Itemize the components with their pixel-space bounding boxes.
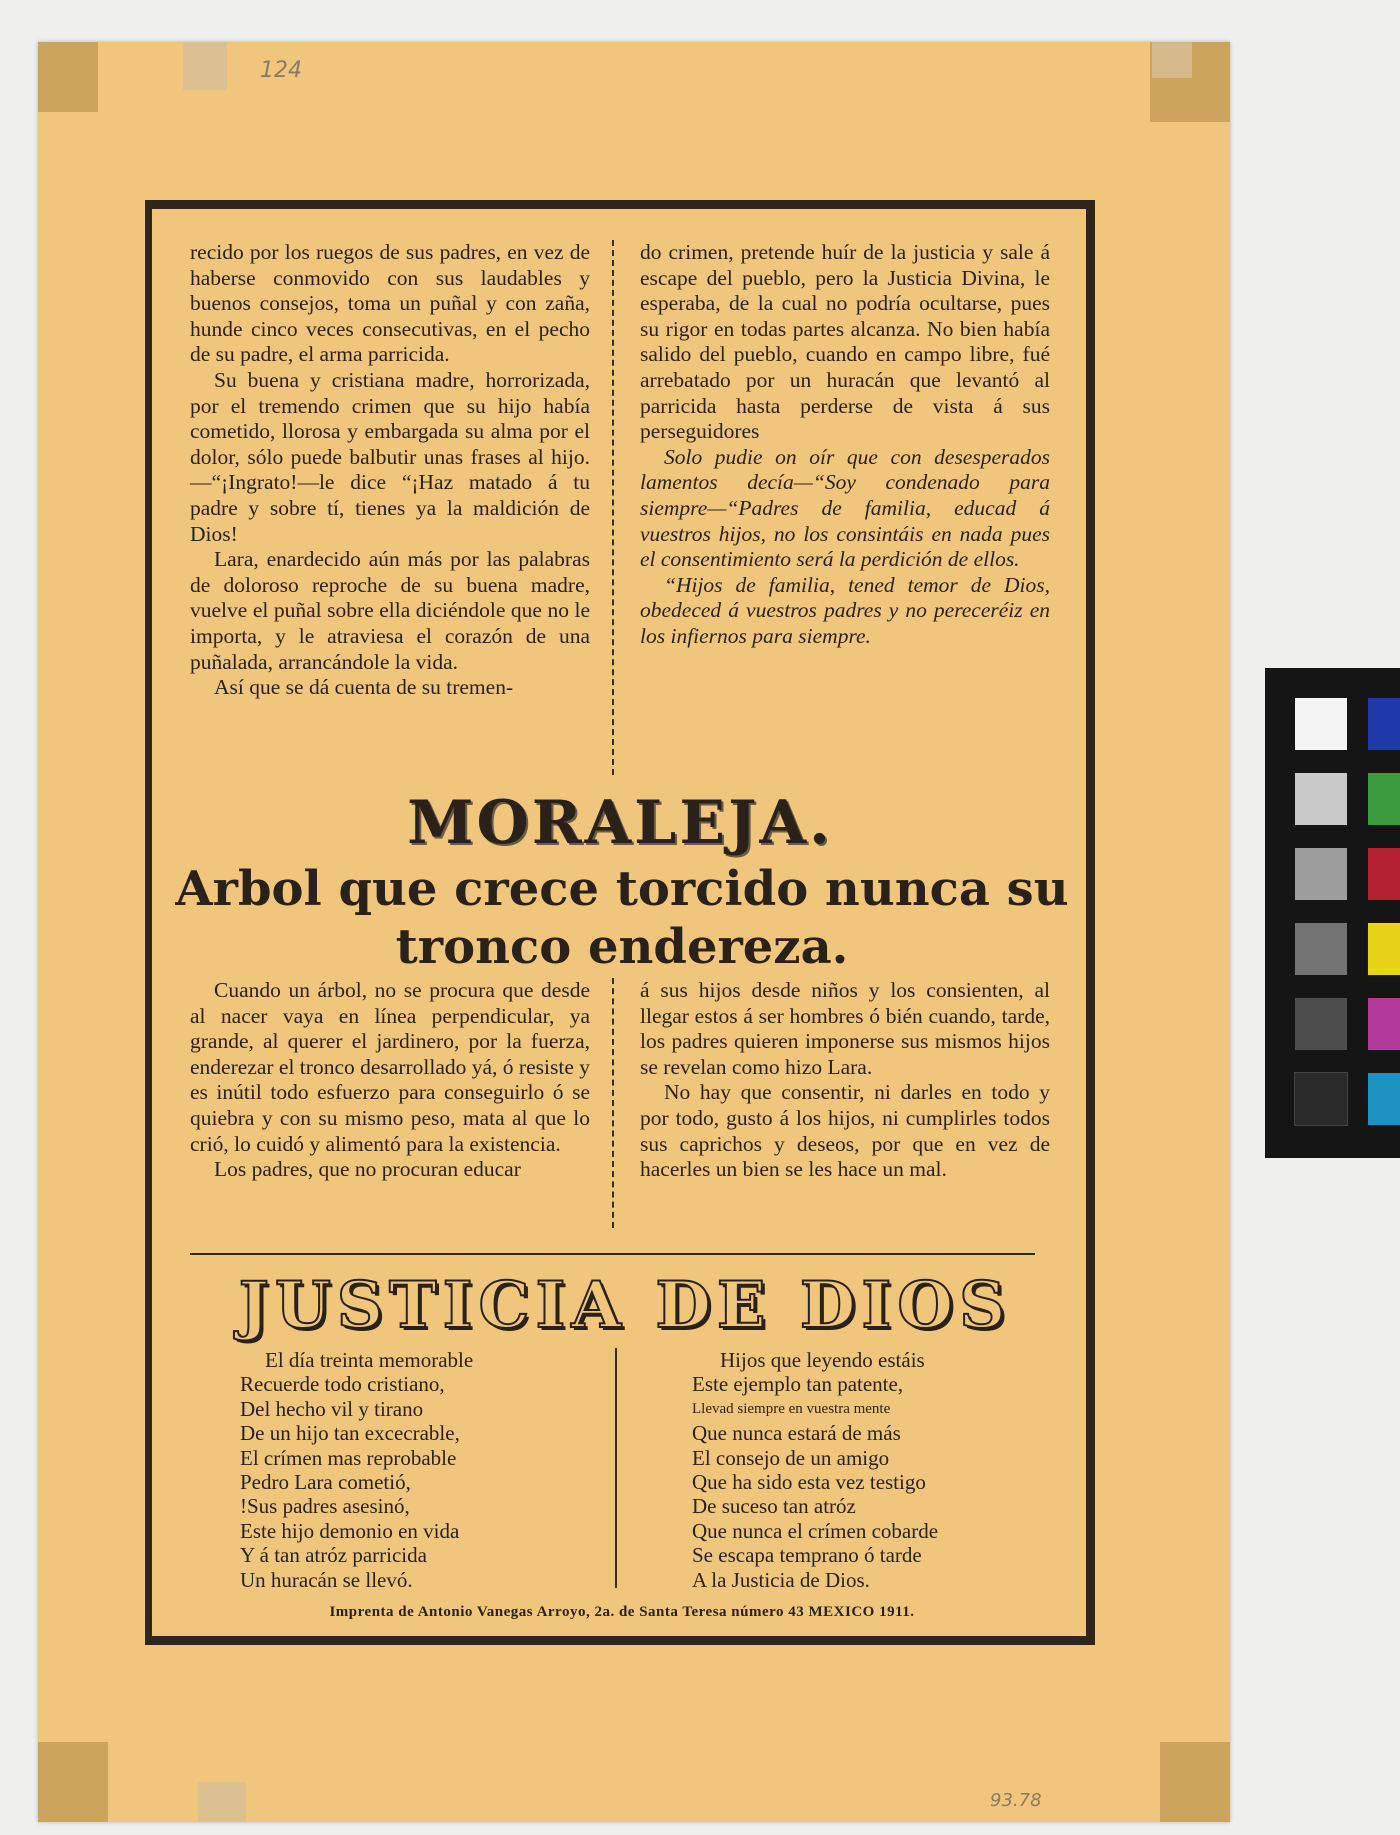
story-paragraph: Solo pudie on oír que con desesperados lamentos decía—“Soy condenado para siempre—“Padres de familia, educad á vuestros hijos, no los consintáis en nada pues el consentimiento será la perdición de ellos. — [640, 444, 1050, 572]
verse-line: Y á tan atróz parricida — [240, 1543, 427, 1568]
corner-tape-top-left — [38, 42, 98, 112]
story-paragraph: Su buena y cristiana madre, horrorizada, por el tremendo crimen que su hijo había cometido, llorosa y embargada su alma por el dolor, sólo puede balbutir unas frases al hijo. —“¡Ingrato!—le dice “¡Haz matado á tu padre y sobre tí, tienes ya la maldición de Dios! — [190, 367, 590, 546]
proverb-line: tronco endereza. — [395, 919, 849, 975]
justicia-heading: JUSTICIA DE DIOS — [238, 1268, 1012, 1343]
verse-line: Se escapa temprano ó tarde — [692, 1543, 922, 1568]
verse-line: !Sus padres asesinó, — [240, 1494, 410, 1519]
calibration-swatch — [1368, 998, 1400, 1050]
verse-line: De un hijo tan excecrable, — [240, 1421, 460, 1446]
calibration-swatch — [1368, 773, 1400, 825]
proverb-heading — [172, 860, 1072, 976]
color-calibration-strip — [1265, 668, 1400, 1158]
moraleja-heading: MORALEJA. — [407, 788, 833, 858]
verse-column-left — [240, 1348, 590, 1592]
story-paragraph: “Hijos de familia, tened temor de Dios, obedeced á vuestros padres y no pereceréiz en los infiernos para siempre. — [640, 572, 1050, 648]
verse-line: Hijos que leyendo estáis — [720, 1348, 925, 1372]
verse-line: Este hijo demonio en vida — [240, 1518, 460, 1543]
calibration-swatch — [1295, 1073, 1347, 1125]
story-paragraph: recido por los ruegos de sus padres, en vez de haberse conmovido con sus laudables y buenos consejos, toma un puñal y con zaña, hunde cinco veces consecutivas, en el pecho de su padre, el arma parricida. — [190, 240, 590, 367]
story-paragraph: do crimen, pretende huír de la justicia y sale á escape del pueblo, pero la Justicia Divina, le esperaba, de la cual no podría ocultarse, pues su rigor en todas partes alcanza. No bien había salido del pueblo, cuando en campo libre, fué arrebatado por un huracán que levantó al parricida hasta perderse de vista á sus perseguidores — [640, 240, 1050, 444]
proverb-line: Arbol que crece torcido nunca su — [175, 861, 1069, 917]
calibration-swatch — [1295, 923, 1347, 975]
column-divider — [612, 240, 614, 775]
calibration-swatch — [1295, 848, 1347, 900]
verse-line: El día treinta memorable — [265, 1348, 474, 1372]
verse-line: Un huracán se llevó. — [240, 1567, 413, 1592]
moral-column-left — [190, 978, 590, 1183]
column-divider — [612, 978, 614, 1228]
pencil-annotation-bottom: 93.78 — [990, 1790, 1042, 1811]
verse-line: El crímen mas reprobable — [240, 1445, 457, 1470]
corner-tape-bottom-left — [38, 1742, 108, 1822]
story-column-right — [640, 240, 1050, 650]
moral-column-right — [640, 978, 1050, 1183]
calibration-swatch — [1368, 698, 1400, 750]
horizontal-rule — [190, 1253, 1035, 1255]
moral-paragraph: No hay que consentir, ni darles en todo y por todo, gusto á los hijos, ni cumplirles todos sus caprichos y deseos, por que en vez de hacerles un bien se les hace un mal. — [640, 1080, 1050, 1182]
calibration-swatch — [1368, 848, 1400, 900]
verse-line: Que nunca el crímen cobarde — [692, 1518, 939, 1543]
imprint-line: Imprenta de Antonio Vanegas Arroyo, 2a. de Santa Teresa número 43 MEXICO 1911. — [329, 1604, 915, 1620]
verse-line: Recuerde todo cristiano, — [240, 1372, 445, 1397]
verse-line: A la Justicia de Dios. — [692, 1567, 870, 1592]
verse-column-right — [692, 1348, 1012, 1592]
verse-divider — [615, 1348, 617, 1588]
story-paragraph: Lara, enardecido aún más por las palabras de doloroso reproche de su buena madre, vuelve el puñal sobre ella diciéndole que no le importa, y le atraviesa el corazón de una puñalada, arrancándole la vida. — [190, 547, 590, 674]
tape-strip — [198, 1782, 246, 1822]
calibration-swatch — [1295, 998, 1347, 1050]
verse-line: De suceso tan atróz — [692, 1494, 856, 1519]
tape-strip — [1152, 42, 1192, 78]
verse-line: Del hecho vil y tirano — [240, 1396, 424, 1421]
pencil-annotation-top: 124 — [260, 58, 302, 83]
calibration-swatch — [1295, 773, 1347, 825]
tape-strip — [183, 42, 227, 90]
calibration-swatch — [1295, 698, 1347, 750]
verse-line: Este ejemplo tan patente, — [692, 1372, 904, 1397]
verse-line: Que nunca estará de más — [692, 1421, 901, 1446]
calibration-swatch — [1368, 1073, 1400, 1125]
verse-line: Que ha sido esta vez testigo — [692, 1470, 926, 1495]
moral-paragraph: á sus hijos desde niños y los consienten, al llegar estos á ser hombres ó bién cuando, tarde, los padres quieren imponerse sus mismos hijos se revelan como hizo Lara. — [640, 978, 1050, 1079]
moral-paragraph: Los padres, que no procuran educar — [214, 1157, 521, 1182]
story-column-left — [190, 240, 590, 701]
verse-line: El consejo de un amigo — [692, 1445, 890, 1470]
calibration-swatch — [1368, 923, 1400, 975]
story-paragraph: Así que se dá cuenta de su tremen- — [214, 675, 514, 700]
verse-line: Pedro Lara cometió, — [240, 1470, 411, 1495]
corner-tape-bottom-right — [1160, 1742, 1230, 1822]
moral-paragraph: Cuando un árbol, no se procura que desde al nacer vaya en línea perpendicular, ya grande, al querer el jardinero, por la fuerza, enderezar el tronco desarrollado yá, ó resiste y es inútil todo esfuerzo para conseguirlo ó se quiebra y con su mismo peso, mata al que lo crió, lo cuidó y alimentó para la existencia. — [190, 978, 590, 1156]
verse-line: Llevad siempre en vuestra mente — [692, 1400, 891, 1417]
